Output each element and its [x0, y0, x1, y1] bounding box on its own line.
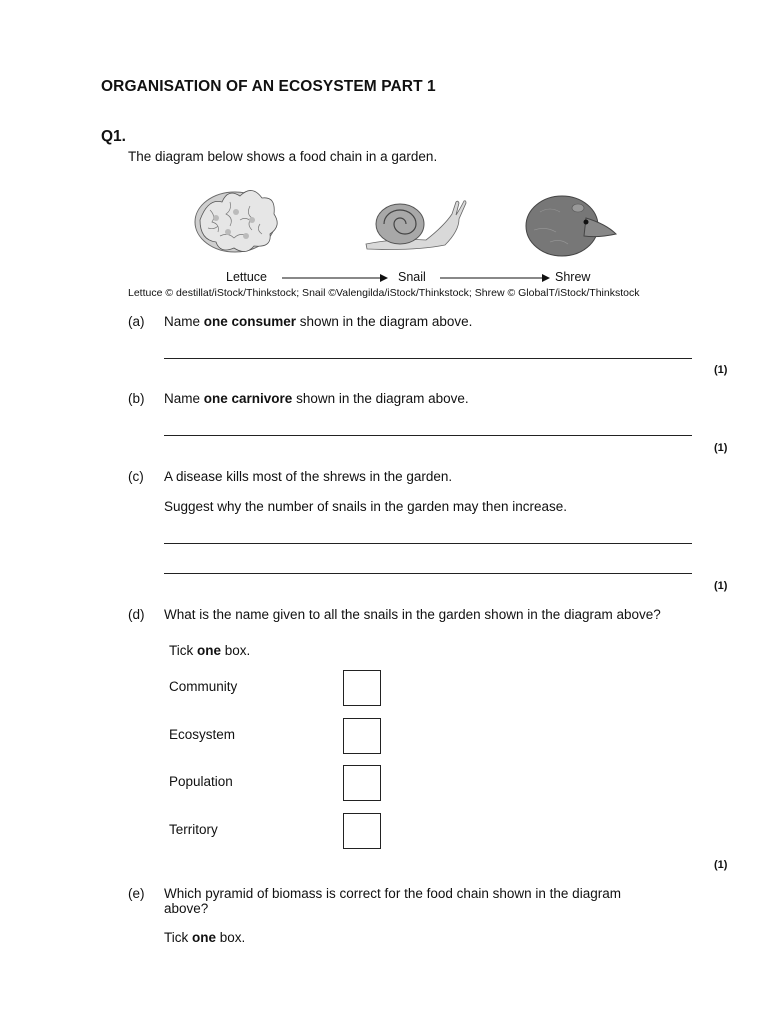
option-community-checkbox[interactable]: [343, 670, 381, 706]
part-d-question: What is the name given to all the snails in the garden shown in the diagram above?: [164, 607, 661, 622]
answer-line-c-2[interactable]: [164, 573, 692, 574]
part-a-question: [164, 314, 472, 329]
part-e-label: (e): [128, 886, 145, 901]
shrew-label: Shrew: [555, 270, 591, 284]
lettuce-image: [190, 180, 280, 258]
marks-b: (1): [714, 442, 728, 454]
answer-line-b[interactable]: [164, 435, 692, 436]
part-c-statement: A disease kills most of the shrews in the garden.: [164, 469, 453, 484]
page-title: ORGANISATION OF AN ECOSYSTEM PART 1: [101, 78, 436, 95]
tick-text-post: box.: [221, 643, 251, 658]
answer-line-a[interactable]: [164, 358, 692, 359]
option-population-checkbox[interactable]: [343, 765, 381, 801]
lettuce-label: Lettuce: [226, 270, 268, 284]
tick-text-pre: Tick: [164, 930, 192, 945]
snail-label: Snail: [398, 270, 426, 284]
part-c-label: (c): [128, 469, 144, 484]
shrew-image: [520, 182, 620, 262]
option-territory-checkbox[interactable]: [343, 813, 381, 849]
part-d-label: (d): [128, 607, 145, 622]
arrow-icon: [438, 272, 550, 284]
option-population-label: Population: [169, 774, 233, 789]
tick-emphasis: one: [197, 643, 222, 658]
part-a-text-pre: Name: [164, 314, 204, 329]
part-c-question: Suggest why the number of snails in the garden may then increase.: [164, 499, 567, 514]
image-credit: Lettuce © destillat/iStock/Thinkstock; Snail ©Valengilda/iStock/Thinkstock; Shrew © GlobalT/iStock/Thinkstock: [128, 287, 640, 299]
tick-emphasis: one: [192, 930, 217, 945]
part-a-emphasis: one consumer: [203, 314, 297, 329]
tick-text-pre: Tick: [169, 643, 197, 658]
answer-line-c-1[interactable]: [164, 543, 692, 544]
option-ecosystem-checkbox[interactable]: [343, 718, 381, 754]
option-territory-label: Territory: [169, 822, 218, 837]
part-b-label: (b): [128, 391, 145, 406]
part-e-question-line2: above?: [164, 901, 209, 916]
part-a-label: (a): [128, 314, 145, 329]
question-intro: The diagram below shows a food chain in a garden.: [128, 149, 438, 164]
option-community-label: Community: [169, 679, 238, 694]
part-a-text-post: shown in the diagram above.: [296, 314, 473, 329]
part-b-question: [164, 391, 469, 406]
part-e-question-line1: Which pyramid of biomass is correct for the food chain shown in the diagram: [164, 886, 621, 901]
part-b-text-pre: Name: [164, 391, 204, 406]
part-b-text-post: shown in the diagram above.: [292, 391, 469, 406]
option-ecosystem-label: Ecosystem: [169, 727, 236, 742]
tick-text-post: box.: [216, 930, 246, 945]
snail-image: [360, 196, 470, 252]
marks-d: (1): [714, 859, 728, 871]
marks-c: (1): [714, 580, 728, 592]
part-b-emphasis: one carnivore: [203, 391, 293, 406]
question-number: Q1.: [101, 128, 126, 145]
marks-a: (1): [714, 364, 728, 376]
part-e-instruction: [164, 930, 245, 945]
part-d-instruction: [169, 643, 250, 658]
arrow-icon: [280, 272, 388, 284]
